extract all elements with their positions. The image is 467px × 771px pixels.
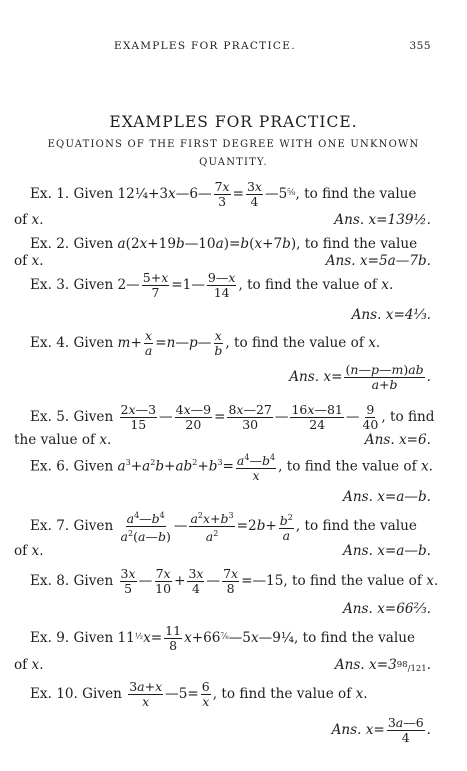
answer-2: Ans. x=5a—7b. bbox=[325, 253, 431, 269]
answer-10: Ans. x= $\frac{3a—6}{4}$ . bbox=[331, 715, 431, 745]
example-label: Ex. 5. bbox=[30, 409, 70, 425]
example-label: Ex. 3. bbox=[30, 277, 70, 293]
example-1: Ex. 1. Given 12¼+3x—6— $\frac{7x}{3}$ = $\frac{3x}{4}$ $—5^{\frac{5}{8}}$, to find the value bbox=[30, 179, 417, 209]
answer-9: Ans. x=398/121. bbox=[334, 657, 431, 674]
example-3: Ex. 3. Given 2— $\frac{5+x}{7}$ =1— $\frac{9—x}{14}$ , to find the value of x. bbox=[30, 270, 394, 300]
answer-5: Ans. x=6. bbox=[364, 432, 431, 448]
example-1-cont: of x. bbox=[14, 212, 44, 228]
answer-1: Ans. x=139½. bbox=[334, 212, 431, 228]
example-label: Ex. 2. bbox=[30, 236, 70, 252]
example-2-cont: of x. bbox=[14, 253, 44, 269]
page-title: EXAMPLES FOR PRACTICE. bbox=[109, 113, 358, 131]
example-8: Ex. 8. Given $\frac{3x}{5}$ — $\frac{7x}{10}$ + $\frac{3x}{4}$ — $\frac{7x}{8}$ =—15, to find the value of x. bbox=[30, 566, 439, 596]
example-4: Ex. 4. Given m+ $\frac{x}{a}$ =n—p— $\frac{x}{b}$ , to find the value of x. bbox=[30, 328, 381, 358]
example-label: Ex. 10. bbox=[30, 686, 78, 702]
example-2: Ex. 2. Given a(2x+19b—10a)=b(x+7b), to find the value bbox=[30, 236, 418, 252]
example-9: Ex. 9. Given $11^{\frac{1}{2}}x=$ $\frac{11}{8}$ $x+66^{\frac{7}{8}}—5x—9\frac{1}{4}$, to find the value bbox=[30, 623, 415, 653]
example-label: Ex. 8. bbox=[30, 573, 70, 589]
section-subtitle-line1: EQUATIONS OF THE FIRST DEGREE WITH ONE UNKNOWN bbox=[47, 139, 420, 150]
example-label: Ex. 6. bbox=[30, 458, 70, 475]
answer-3: Ans. x=4⅓. bbox=[351, 307, 431, 323]
answer-6: Ans. x=a—b. bbox=[343, 489, 431, 505]
section-subtitle-line2: QUANTITY. bbox=[199, 157, 268, 168]
example-7-cont: of x. bbox=[14, 543, 44, 559]
example-5: Ex. 5. Given $\frac{2x—3}{15}$ — $\frac{4x—9}{20}$ = $\frac{8x—27}{30}$ — $\frac{16x—81}{24}$ — $\frac{9}{40}$ , to find bbox=[30, 402, 435, 432]
example-10: Ex. 10. Given $\frac{3a+x}{x}$ —5= $\frac{6}{x}$ , to find the value of x. bbox=[30, 679, 368, 709]
running-head-title: EXAMPLES FOR PRACTICE. bbox=[114, 40, 296, 52]
example-5-cont: the value of x. bbox=[14, 432, 112, 448]
answer-8: Ans. x=66⅔. bbox=[342, 601, 431, 617]
example-label: Ex. 1. bbox=[30, 186, 70, 202]
answer-4: Ans. x= $\frac{(n—p—m)ab}{a+b}$ . bbox=[289, 362, 431, 392]
example-label: Ex. 9. bbox=[30, 630, 70, 646]
example-label: Ex. 4. bbox=[30, 335, 70, 351]
example-6: Ex. 6. Given $a^3+a^2b+ab^2+b^3=$ $\frac{a^4—b^4}{x}$ , to find the value of x. bbox=[30, 453, 433, 484]
example-7: Ex. 7. Given $\frac{a^4—b^4}{a^2(a—b)}$ — $\frac{a^2x+b^3}{a^2}$ =2b+ $\frac{b^2}{a}$ , to find the value bbox=[30, 511, 417, 545]
example-label: Ex. 7. bbox=[30, 518, 70, 535]
example-9-cont: of x. bbox=[14, 657, 44, 673]
answer-7: Ans. x=a—b. bbox=[343, 543, 431, 559]
page-number: 355 bbox=[409, 40, 431, 52]
